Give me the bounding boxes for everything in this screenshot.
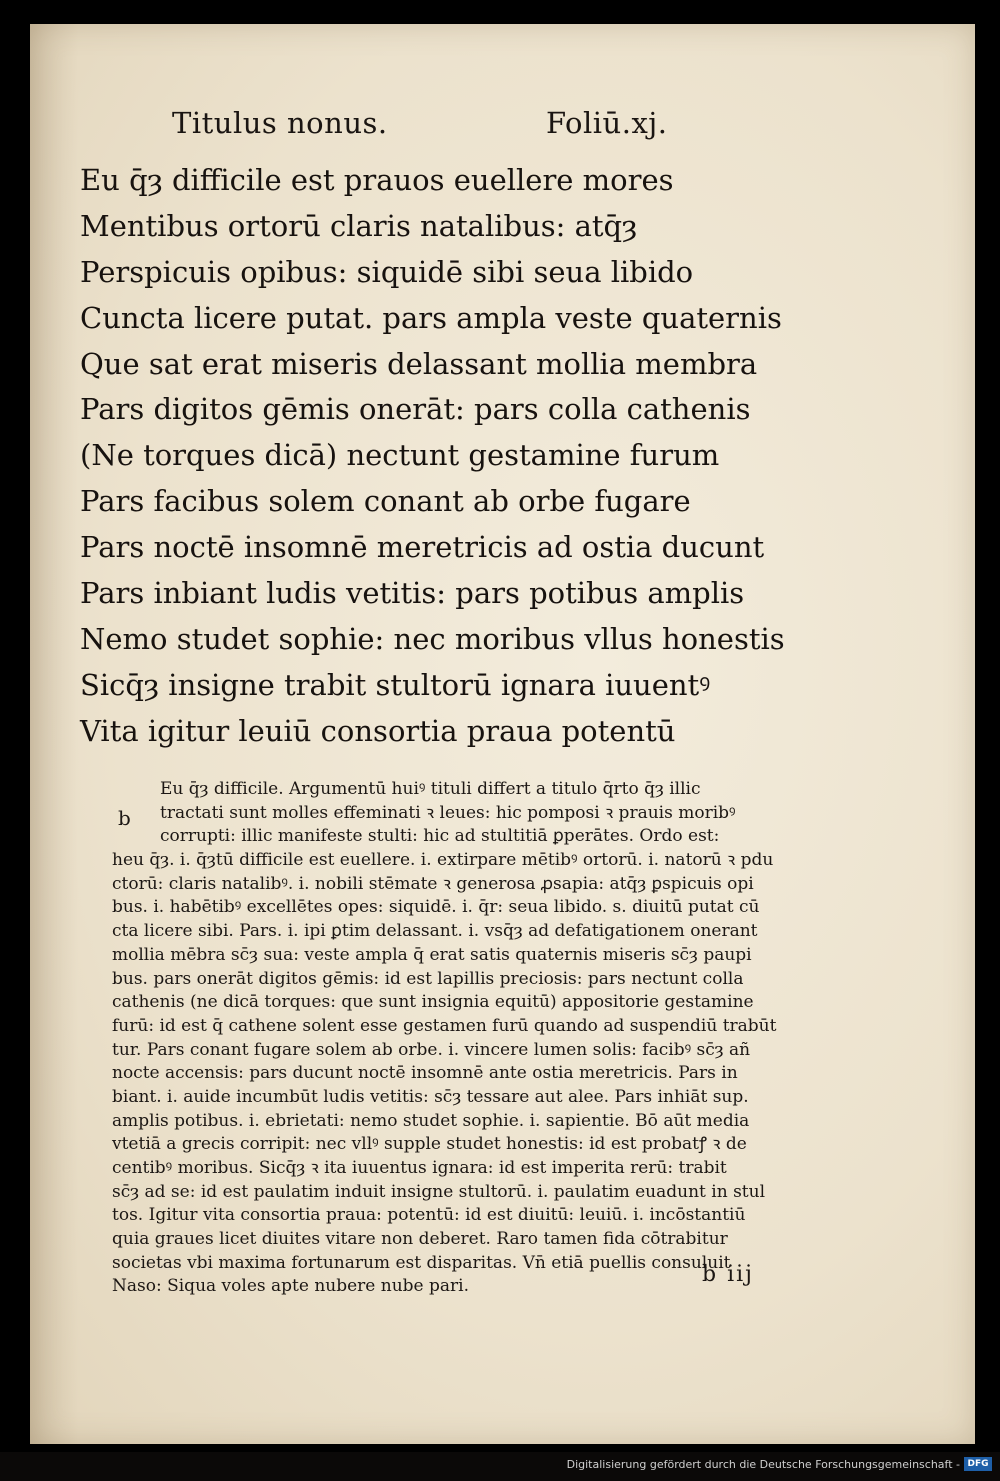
verse-line: (Ne torques dicā) nectunt gestamine furum <box>80 438 720 473</box>
commentary-line: amplis potibus. i. ebrietati: nemo studet sophie. i. sapientie. Bō aūt media <box>112 1110 750 1131</box>
verse-line: Pars digitos gēmis onerāt: pars colla cathenis <box>80 392 751 427</box>
verse-text <box>80 158 785 755</box>
commentary-line: cta licere sibi. Pars. i. ipi ꝑtim delassant. i. vsq̄ȝ ad defatigationem onerant <box>112 921 758 942</box>
page-gutter-shadow <box>30 24 78 1444</box>
folio-number: Foliū.xj. <box>546 106 668 140</box>
commentary-line: quia graues licet diuites vitare non deberet. Raro tamen fida cōtrabitur <box>112 1229 728 1250</box>
commentary-line: bus. pars onerāt digitos gēmis: id est lapillis preciosis: pars nectunt colla <box>112 968 744 989</box>
commentary-line: sc̄ȝ ad se: id est paulatim induit insigne stultorū. i. paulatim euadunt in stul <box>112 1181 766 1202</box>
commentary-line: cathenis (ne dicā torques: que sunt insignia equitū) appositorie gestamine <box>112 992 754 1013</box>
verse-line: Pars noctē insomnē meretricis ad ostia ducunt <box>80 530 765 565</box>
commentary-line: biant. i. auide incumbūt ludis vetitis: sc̄ȝ tessare aut alee. Pars inhiāt sup. <box>112 1086 749 1107</box>
verse-line: Eu q̄ȝ difficile est prauos euellere mores <box>80 163 674 197</box>
verse-line: Vita igitur leuiū consortia praua potentū <box>80 713 676 748</box>
signature-mark: b iij <box>702 1262 754 1287</box>
commentary-line: tractati sunt molles effeminati ꝛ leues: hic pomposi ꝛ prauis moribꝰ <box>160 802 736 823</box>
commentary-line: tur. Pars conant fugare solem ab orbe. i. vincere lumen solis: facibꝰ sc̄ȝ añ <box>112 1039 751 1060</box>
verse-line: Cuncta licere putat. pars ampla veste quaternis <box>80 300 782 335</box>
commentary-line: tos. Igitur vita consortia praua: potentū: id est diuitū: leuiū. i. incōstantiū <box>112 1205 746 1226</box>
commentary-line: centibꝰ moribus. Sicq̄ȝ ꝛ ita iuuentus ignara: id est imperita rerū: trabit <box>112 1158 727 1178</box>
verse-line: Sicq̄ȝ insigne trabit stultorū ignara iuuentꝰ <box>80 667 711 702</box>
commentary-line: nocte accensis: pars ducunt noctē insomnē ante ostia meretricis. Pars in <box>112 1063 738 1084</box>
verse-line: Pars inbiant ludis vetitis: pars potibus amplis <box>80 576 745 611</box>
commentary-line: societas vbi maxima fortunarum est disparitas. Vn̄ etiā puellis consuluit <box>112 1252 731 1273</box>
verse-line: Que sat erat miseris delassant mollia membra <box>80 346 758 381</box>
commentary-line: vtetiā a grecis corripit: nec vllꝰ supple studet honestis: id est probatꝭ ꝛ de <box>112 1134 747 1155</box>
commentary-line: ctorū: claris natalibꝰ. i. nobili stēmate ꝛ generosa ꝓsapia: atq̄ȝ ꝑspicuis opi <box>112 873 754 894</box>
verse-line: Mentibus ortorū claris natalibus: atq̄ȝ <box>80 208 638 243</box>
commentary-line: heu q̄ȝ. i. q̄ȝtū difficile est euellere. i. extirpare mētibꝰ ortorū. i. natorū ꝛ pdu <box>112 850 774 871</box>
commentary-line: corrupti: illic manifeste stulti: hic ad stultitiā ꝑperātes. Ordo est: <box>160 826 720 847</box>
running-head <box>172 106 692 148</box>
verse-line: Nemo studet sophie: nec moribus vllus honestis <box>80 621 785 656</box>
commentary-line: furū: id est q̄ cathene solent esse gestamen furū quando ad suspendiū trabūt <box>112 1015 777 1036</box>
verse-line: Perspicuis opibus: siquidē sibi seua libido <box>80 254 694 289</box>
verse-line: Pars facibus solem conant ab orbe fugare <box>80 484 691 519</box>
commentary-line: Naso: Siqua voles apte nubere nube pari. <box>112 1276 469 1297</box>
dfg-logo-icon: DFG <box>964 1457 992 1471</box>
commentary-line: Eu q̄ȝ difficile. Argumentū huiꝰ tituli differt a titulo q̄rto q̄ȝ illic <box>160 779 701 799</box>
funding-credit: Digitalisierung gefördert durch die Deutsche Forschungsgemeinschaft - <box>566 1458 960 1471</box>
commentary-line: mollia mēbra sc̄ȝ sua: veste ampla q̄ erat satis quaternis miseris sc̄ȝ paupi <box>112 944 752 965</box>
commentary-text <box>112 778 792 1299</box>
commentary-line: bus. i. habētibꝰ excellētes opes: siquidē. i. q̄r: seua libido. s. diuitū putat cū <box>112 897 760 918</box>
marginal-letter: b <box>118 806 131 830</box>
running-title: Titulus nonus. <box>172 106 388 140</box>
